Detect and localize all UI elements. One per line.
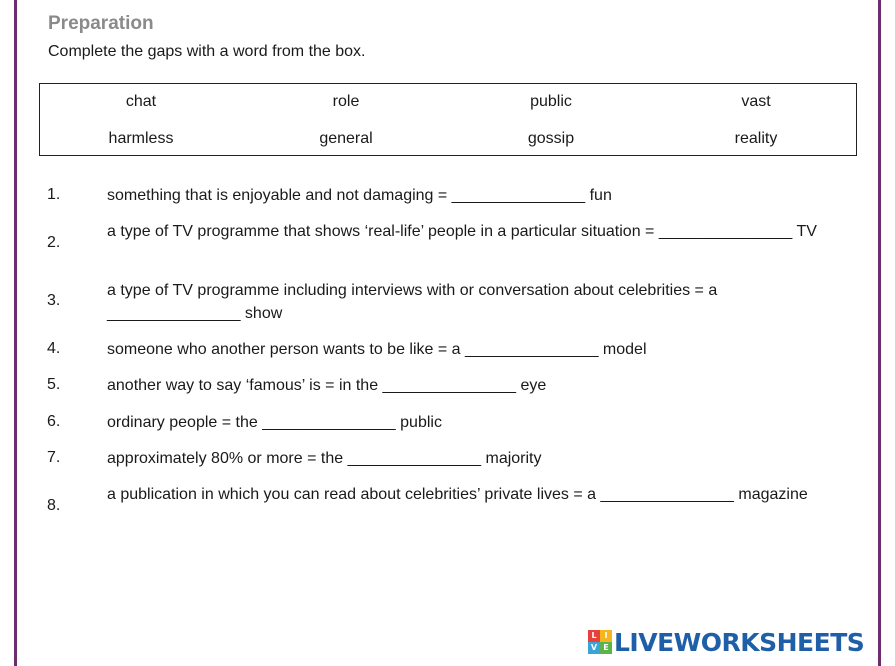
word-role: role <box>332 93 360 110</box>
word-reality: reality <box>734 130 778 147</box>
word-chat: chat <box>125 93 157 110</box>
question-number: 1. <box>47 186 61 203</box>
question-number: 2. <box>47 234 61 251</box>
question-text: another way to say ‘famous’ is = in the _______________ eye <box>107 377 547 394</box>
question-text: a publication in which you can read about celebrities’ private lives = a _______________ magazine <box>107 486 808 503</box>
question-number: 5. <box>47 376 61 393</box>
liveworksheets-logo-text: LIVEWORKSHEETS <box>614 627 865 657</box>
instructions: Complete the gaps with a word from the box. <box>48 43 366 60</box>
question-number: 4. <box>47 340 61 357</box>
question-text: a type of TV programme that shows ‘real-life’ people in a particular situation = _______________ TV <box>107 223 817 240</box>
section-title: Preparation <box>48 13 154 34</box>
logo-letter-l: L <box>588 630 600 642</box>
word-public: public <box>530 93 572 110</box>
logo-letter-v: V <box>588 642 600 654</box>
word-box <box>39 83 857 156</box>
question-text: a type of TV programme including interviews with or conversation about celebrities = a _______________ show <box>107 282 718 322</box>
question-number: 3. <box>47 292 61 309</box>
page-border-right <box>878 0 881 666</box>
page-border-left <box>14 0 17 666</box>
word-vast: vast <box>741 93 771 110</box>
question-text: approximately 80% or more = the _______________ majority <box>107 450 542 467</box>
liveworksheets-logo-icon <box>588 630 612 654</box>
word-gossip: gossip <box>527 130 575 147</box>
logo-letter-i: I <box>600 630 612 642</box>
liveworksheets-logo <box>588 626 864 658</box>
question-text: something that is enjoyable and not damaging = _______________ fun <box>107 187 612 204</box>
question-text: someone who another person wants to be like = a _______________ model <box>107 341 647 358</box>
question-text: ordinary people = the _______________ public <box>107 414 442 431</box>
question-number: 7. <box>47 449 61 466</box>
word-harmless: harmless <box>108 130 174 147</box>
question-number: 6. <box>47 413 61 430</box>
word-general: general <box>319 130 373 147</box>
question-number: 8. <box>47 497 61 514</box>
logo-letter-e: E <box>600 642 612 654</box>
